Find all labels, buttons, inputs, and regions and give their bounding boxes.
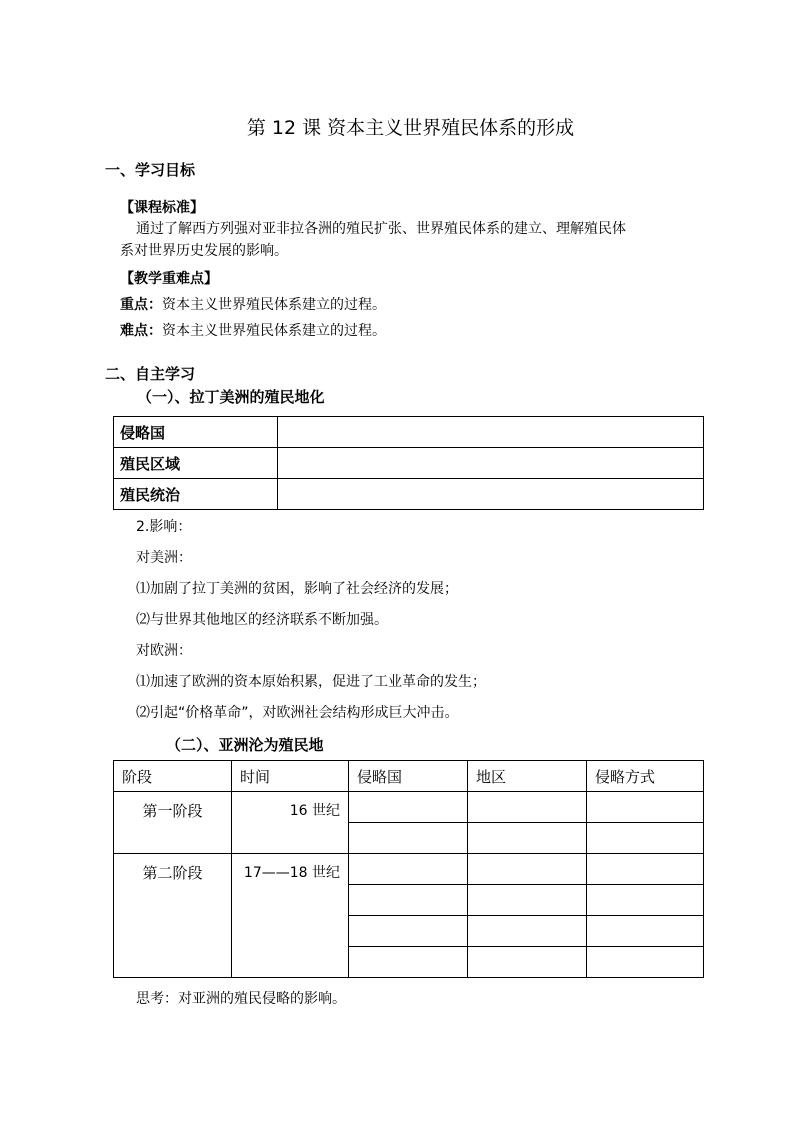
- impact-title: 2.影响：: [136, 519, 192, 535]
- table-row: [114, 479, 704, 510]
- col-header-stage: 阶段: [114, 761, 232, 792]
- answer-cell[interactable]: [468, 823, 587, 854]
- sub-heading-latin-america: （一）、拉丁美洲的殖民地化: [137, 388, 325, 406]
- answer-cell[interactable]: [349, 792, 468, 823]
- standard-text-line1: 通过了解西方列强对亚非拉各洲的殖民扩张、世界殖民体系的建立、理解殖民体: [136, 221, 626, 237]
- col-header-method: 侵略方式: [587, 761, 704, 792]
- answer-cell[interactable]: [468, 885, 587, 916]
- sub-heading-asia: （二）、亚洲沦为殖民地: [166, 736, 324, 754]
- answer-cell[interactable]: [468, 792, 587, 823]
- answer-cell[interactable]: [587, 885, 704, 916]
- time-2-cell: 17——18 世纪: [232, 854, 349, 978]
- key-point: [120, 298, 386, 312]
- standard-text-line2: 系对世界历史发展的影响。: [120, 243, 288, 259]
- answer-cell[interactable]: [278, 479, 704, 510]
- americas-label: 对美洲：: [136, 550, 192, 566]
- answer-cell[interactable]: [587, 947, 704, 978]
- europe-impact-2: ⑵引起“价格革命”，对欧洲社会结构形成巨大冲击。: [136, 705, 459, 721]
- table-row: [114, 417, 704, 448]
- difficulty-label: 难点：: [120, 323, 162, 339]
- answer-cell[interactable]: [349, 854, 468, 885]
- answer-cell[interactable]: [587, 823, 704, 854]
- answer-cell[interactable]: [587, 916, 704, 947]
- table-row: [114, 854, 704, 885]
- key-difficulty-label: 【教学重难点】: [120, 271, 218, 287]
- americas-impact-1: ⑴加剧了拉丁美洲的贫困，影响了社会经济的发展；: [136, 581, 458, 597]
- answer-cell[interactable]: [278, 417, 704, 448]
- answer-cell[interactable]: [468, 947, 587, 978]
- time-1-cell: 16 世纪: [232, 792, 349, 854]
- asia-colonization-table: [113, 760, 704, 978]
- latin-america-table: [113, 416, 704, 510]
- answer-cell[interactable]: [349, 823, 468, 854]
- difficulty-point: [120, 324, 386, 338]
- table-row: [114, 448, 704, 479]
- stage-1-cell: 第一阶段: [114, 792, 232, 854]
- row-label-rule: 殖民统治: [114, 479, 278, 510]
- row-label-region: 殖民区域: [114, 448, 278, 479]
- section-heading-self-study: 二、自主学习: [105, 365, 196, 383]
- section-heading-goals: 一、学习目标: [105, 161, 196, 179]
- think-question: 思考：对亚洲的殖民侵略的影响。: [136, 991, 346, 1007]
- answer-cell[interactable]: [278, 448, 704, 479]
- key-point-label: 重点：: [120, 297, 162, 313]
- page-title: 第 12 课 资本主义世界殖民体系的形成: [246, 117, 575, 139]
- americas-impact-2: ⑵与世界其他地区的经济联系不断加强。: [136, 612, 388, 628]
- answer-cell[interactable]: [587, 792, 704, 823]
- answer-cell[interactable]: [468, 854, 587, 885]
- answer-cell[interactable]: [587, 854, 704, 885]
- europe-label: 对欧洲：: [136, 643, 192, 659]
- col-header-time: 时间: [232, 761, 349, 792]
- standard-label: 【课程标准】: [120, 200, 204, 216]
- europe-impact-1: ⑴加速了欧洲的资本原始积累，促进了工业革命的发生；: [136, 674, 486, 690]
- answer-cell[interactable]: [468, 916, 587, 947]
- row-label-invader: 侵略国: [114, 417, 278, 448]
- answer-cell[interactable]: [349, 916, 468, 947]
- col-header-region: 地区: [468, 761, 587, 792]
- key-point-text: 资本主义世界殖民体系建立的过程。: [162, 297, 386, 313]
- table-row: [114, 792, 704, 823]
- col-header-invader: 侵略国: [349, 761, 468, 792]
- table-header-row: [114, 761, 704, 792]
- answer-cell[interactable]: [349, 947, 468, 978]
- answer-cell[interactable]: [349, 885, 468, 916]
- stage-2-cell: 第二阶段: [114, 854, 232, 978]
- difficulty-text: 资本主义世界殖民体系建立的过程。: [162, 323, 386, 339]
